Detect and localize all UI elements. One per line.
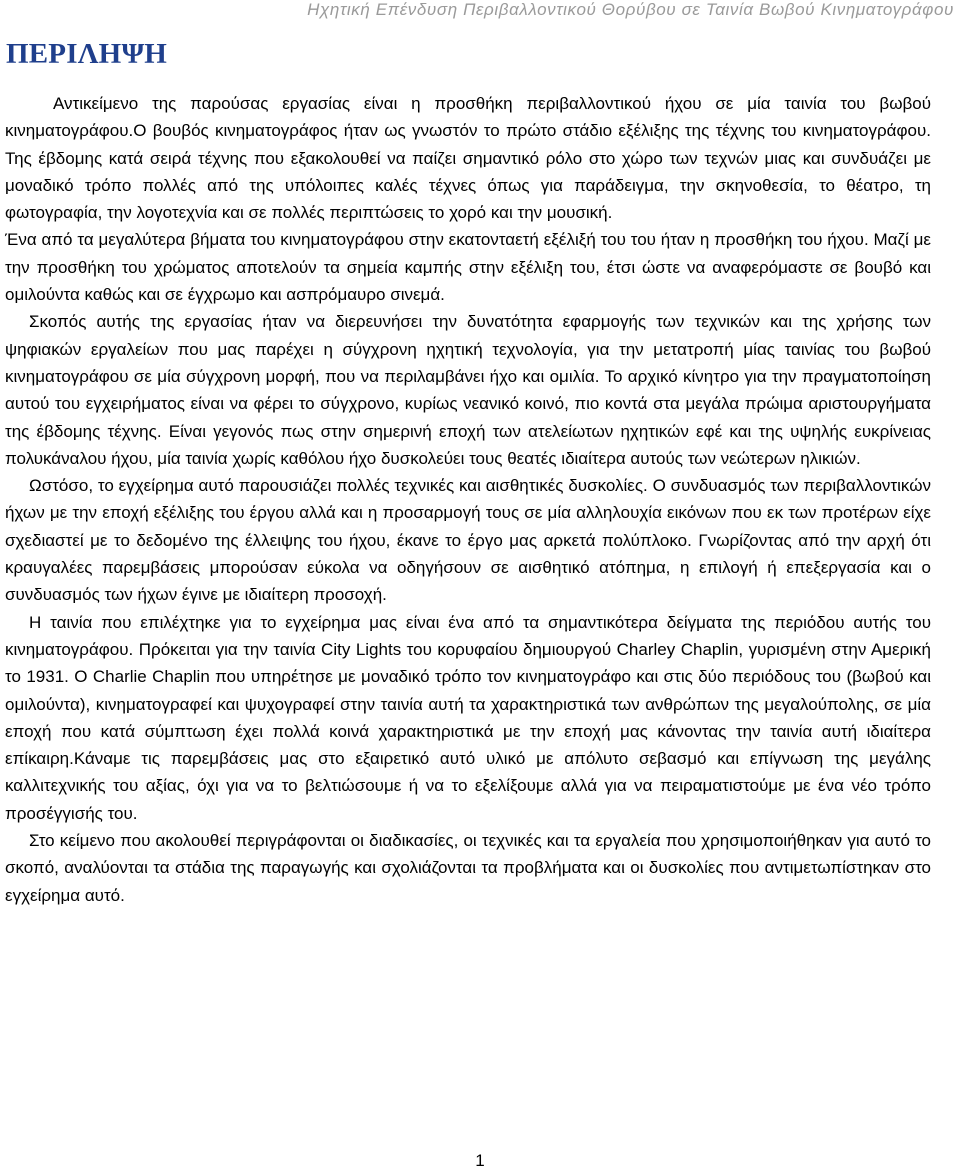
running-header: Ηχητική Επένδυση Περιβαλλοντικού Θορύβου σε Ταινία Βωβού Κινηματογράφου	[307, 0, 954, 19]
page-number: 1	[475, 1151, 485, 1170]
paragraph-2: Ένα από τα μεγαλύτερα βήματα του κινηματογράφου στην εκατονταετή εξέλιξή του του ήταν η προσθήκη του ήχου. Μαζί με την προσθήκη του χρώματος αποτελούν τα σημεία καμπής στην εξέλιξη του, έτσι ώστε να αναφερόμαστε σε βουβό και ομιλούντα καθώς και σε έγχρωμο και ασπρόμαυρο σινεμά.	[5, 230, 931, 305]
paragraph-6: Στο κείμενο που ακολουθεί περιγράφονται οι διαδικασίες, οι τεχνικές και τα εργαλεία που χρησιμοποιήθηκαν για αυτό το σκοπό, αναλύονται τα στάδια της παραγωγής και σχολιάζονται τα προβλήματα και οι δυσκολίες που αντιμετωπίστηκαν στο εγχείρημα αυτό.	[5, 831, 931, 905]
paragraph-5: Η ταινία που επιλέχτηκε για το εγχείρημα μας είναι ένα από τα σημαντικότερα δείγματα της περιόδου αυτής του κινηματογράφου. Πρόκειται για την ταινία City Lights του κορυφαίου δημιουργού Charley Chaplin, γυρισμένη στην Αμερική το 1931. Ο Charlie Chaplin που υπηρέτησε με μοναδικό τρόπο τον κινηματογράφο και στις δύο περιόδους του (βωβού και ομιλούντα), κινηματογραφεί και ψυχογραφεί στην ταινία αυτή τα χαρακτηριστικά των ανθρώπων της μεγαλούπολης, σε μία εποχή που κατά σύμπτωση έχει πολλά κοινά χαρακτηριστικά με την εποχή μας κάνοντας την ταινία αυτή ιδιαίτερα επίκαιρη.Κάναμε τις παρεμβάσεις μας στο εξαιρετικό αυτό υλικό με απόλυτο σεβασμό και επίγνωση της μεγάλης καλλιτεχνικής του αξίας, όχι για να το βελτιώσουμε ή να το εξελίξουμε αλλά για να πειραματιστούμε με ένα νέο τρόπο προσέγγισής του.	[5, 612, 931, 823]
paragraph-4: Ωστόσο, το εγχείρημα αυτό παρουσιάζει πολλές τεχνικές και αισθητικές δυσκολίες. Ο συνδυασμός των περιβαλλοντικών ήχων με την εποχή εξέλιξης του έργου αλλά και η προσαρμογή τους σε μία αλληλουχία εικόνων που εκ των προτέρων είχε σχεδιαστεί με το δεδομένο της έλλειψης του ήχου, έκανε το έργο μας αρκετά πολύπλοκο. Γνωρίζοντας από την αρχή ότι κραυγαλέες παρεμβάσεις μπορούσαν εύκολα να οδηγήσουν σε αισθητικό ατόπημα, η επιλογή ή επεξεργασία και ο συνδυασμός των ήχων έγινε με ιδιαίτερη προσοχή.	[5, 476, 931, 605]
paragraph-3: Σκοπός αυτής της εργασίας ήταν να διερευνήσει την δυνατότητα εφαρμογής των τεχνικών και της χρήσης των ψηφιακών εργαλείων που μας παρέχει η σύγχρονη ηχητική τεχνολογία, για την μετατροπή μίας ταινίας του βωβού κινηματογράφου σε μία σύγχρονη μορφή, που να περιλαμβάνει ήχο και ομιλία. Το αρχικό κίνητρο για την πραγματοποίηση αυτού του εγχειρήματος είναι να φέρει το σύγχρονο, κυρίως νεανικό κοινό, πιο κοντά στα μεγάλα πρώιμα αριστουργήματα της έβδομης τέχνης. Είναι γεγονός πως στην σημερινή εποχή των ατελείωτων ηχητικών εφέ και της υψηλής ευκρίνειας πολυκάναλου ήχου, μία ταινία χωρίς καθόλου ήχο δυσκολεύει τους θεατές ιδιαίτερα αυτούς των νεώτερων ηλικιών.	[5, 312, 931, 468]
section-title: ΠΕΡΙΛΗΨΗ	[6, 38, 168, 70]
paragraph-1: Αντικείμενο της παρούσας εργασίας είναι η προσθήκη περιβαλλοντικού ήχου σε μία ταινία του βωβού κινηματογράφου.Ο βουβός κινηματογράφος ήταν ως γνωστόν το πρώτο στάδιο εξέλιξης της τέχνης του κινηματογράφου. Της έβδομης κατά σειρά τέχνης που εξακολουθεί να παίζει σημαντικό ρόλο στο χώρο των τεχνών μιας και συνδυάζει με μοναδικό τρόπο πολλές από της υπόλοιπες καλές τέχνες όπως για παράδειγμα, την σκηνοθεσία, το θέατρο, τη φωτογραφία, την λογοτεχνία και σε πολλές περιπτώσεις το χορό και την μουσική.	[5, 94, 931, 223]
abstract-body	[5, 90, 931, 909]
